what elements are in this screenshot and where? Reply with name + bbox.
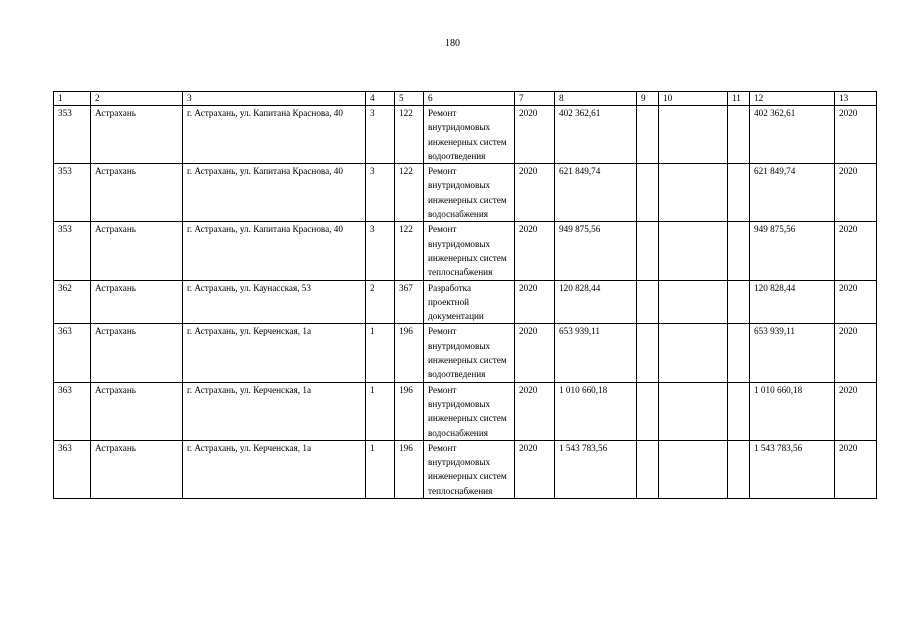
cell-cost: 1 543 783,56 [555, 440, 637, 498]
cell-col9 [637, 324, 659, 382]
cell-work-type: Ремонт внутридомовых инженерных систем водоотведения [424, 106, 515, 164]
cell-col5: 196 [395, 382, 424, 440]
cell-cost: 1 010 660,18 [555, 382, 637, 440]
column-header: 9 [637, 92, 659, 106]
cell-col9 [637, 382, 659, 440]
cell-year: 2020 [515, 382, 555, 440]
cell-col4: 1 [366, 440, 395, 498]
column-header: 6 [424, 92, 515, 106]
cell-col4: 3 [366, 106, 395, 164]
cell-col10 [659, 382, 728, 440]
cell-number: 353 [54, 106, 91, 164]
table-row [54, 106, 877, 164]
cell-number: 363 [54, 324, 91, 382]
cell-municipality: Астрахань [91, 280, 183, 324]
cell-number: 353 [54, 222, 91, 280]
cell-cost: 402 362,61 [555, 106, 637, 164]
column-header: 1 [54, 92, 91, 106]
cell-year: 2020 [515, 440, 555, 498]
cell-col4: 3 [366, 164, 395, 222]
cell-col9 [637, 440, 659, 498]
cell-cost: 949 875,56 [555, 222, 637, 280]
cell-total: 1 010 660,18 [750, 382, 835, 440]
column-header: 13 [835, 92, 877, 106]
table-row [54, 222, 877, 280]
cell-col5: 122 [395, 164, 424, 222]
cell-number: 353 [54, 164, 91, 222]
cell-year-end: 2020 [835, 106, 877, 164]
cell-cost: 621 849,74 [555, 164, 637, 222]
cell-col11 [728, 440, 750, 498]
cell-total: 949 875,56 [750, 222, 835, 280]
cell-number: 363 [54, 440, 91, 498]
cell-col10 [659, 106, 728, 164]
cell-year-end: 2020 [835, 382, 877, 440]
cell-col10 [659, 324, 728, 382]
cell-work-type: Ремонт внутридомовых инженерных систем теплоснабжения [424, 440, 515, 498]
cell-col4: 1 [366, 324, 395, 382]
cell-col4: 1 [366, 382, 395, 440]
cell-col9 [637, 280, 659, 324]
column-header: 12 [750, 92, 835, 106]
cell-col10 [659, 222, 728, 280]
cell-cost: 653 939,11 [555, 324, 637, 382]
column-header: 11 [728, 92, 750, 106]
cell-col5: 122 [395, 222, 424, 280]
cell-col9 [637, 222, 659, 280]
cell-total: 653 939,11 [750, 324, 835, 382]
cell-col9 [637, 164, 659, 222]
cell-address: г. Астрахань, ул. Керченская, 1а [183, 382, 366, 440]
cell-work-type: Ремонт внутридомовых инженерных систем водоотведения [424, 324, 515, 382]
cell-year: 2020 [515, 222, 555, 280]
column-header: 5 [395, 92, 424, 106]
cell-year-end: 2020 [835, 440, 877, 498]
table-row [54, 164, 877, 222]
cell-address: г. Астрахань, ул. Керченская, 1а [183, 324, 366, 382]
cell-col11 [728, 382, 750, 440]
column-header: 7 [515, 92, 555, 106]
cell-col10 [659, 164, 728, 222]
header-row [54, 92, 877, 106]
cell-col10 [659, 280, 728, 324]
cell-col11 [728, 222, 750, 280]
cell-total: 402 362,61 [750, 106, 835, 164]
cell-col9 [637, 106, 659, 164]
cell-total: 1 543 783,56 [750, 440, 835, 498]
cell-year: 2020 [515, 280, 555, 324]
cell-number: 363 [54, 382, 91, 440]
cell-work-type: Ремонт внутридомовых инженерных систем водоснабжения [424, 164, 515, 222]
cell-work-type: Ремонт внутридомовых инженерных систем теплоснабжения [424, 222, 515, 280]
cell-number: 362 [54, 280, 91, 324]
cell-col10 [659, 440, 728, 498]
cell-year: 2020 [515, 164, 555, 222]
cell-col5: 196 [395, 440, 424, 498]
cell-col11 [728, 164, 750, 222]
cell-address: г. Астрахань, ул. Капитана Краснова, 40 [183, 164, 366, 222]
capital-repair-table [53, 91, 877, 499]
table-row [54, 382, 877, 440]
cell-address: г. Астрахань, ул. Капитана Краснова, 40 [183, 222, 366, 280]
cell-col5: 196 [395, 324, 424, 382]
column-header: 4 [366, 92, 395, 106]
cell-work-type: Ремонт внутридомовых инженерных систем водоснабжения [424, 382, 515, 440]
cell-municipality: Астрахань [91, 164, 183, 222]
cell-municipality: Астрахань [91, 440, 183, 498]
cell-year-end: 2020 [835, 280, 877, 324]
cell-col11 [728, 324, 750, 382]
cell-address: г. Астрахань, ул. Керченская, 1а [183, 440, 366, 498]
cell-year-end: 2020 [835, 222, 877, 280]
cell-col5: 367 [395, 280, 424, 324]
table-body [54, 92, 877, 499]
cell-cost: 120 828,44 [555, 280, 637, 324]
cell-col5: 122 [395, 106, 424, 164]
cell-year: 2020 [515, 324, 555, 382]
cell-municipality: Астрахань [91, 382, 183, 440]
cell-work-type: Разработка проектной документации [424, 280, 515, 324]
cell-address: г. Астрахань, ул. Капитана Краснова, 40 [183, 106, 366, 164]
cell-col11 [728, 106, 750, 164]
cell-year-end: 2020 [835, 164, 877, 222]
column-header: 10 [659, 92, 728, 106]
cell-municipality: Астрахань [91, 222, 183, 280]
column-header: 2 [91, 92, 183, 106]
column-header: 3 [183, 92, 366, 106]
cell-total: 120 828,44 [750, 280, 835, 324]
cell-col11 [728, 280, 750, 324]
cell-municipality: Астрахань [91, 324, 183, 382]
cell-year-end: 2020 [835, 324, 877, 382]
cell-year: 2020 [515, 106, 555, 164]
cell-address: г. Астрахань, ул. Каунасская, 53 [183, 280, 366, 324]
cell-municipality: Астрахань [91, 106, 183, 164]
cell-col4: 3 [366, 222, 395, 280]
page-number: 180 [445, 38, 460, 49]
table-row [54, 440, 877, 498]
cell-col4: 2 [366, 280, 395, 324]
table-row [54, 280, 877, 324]
table-row [54, 324, 877, 382]
column-header: 8 [555, 92, 637, 106]
cell-total: 621 849,74 [750, 164, 835, 222]
